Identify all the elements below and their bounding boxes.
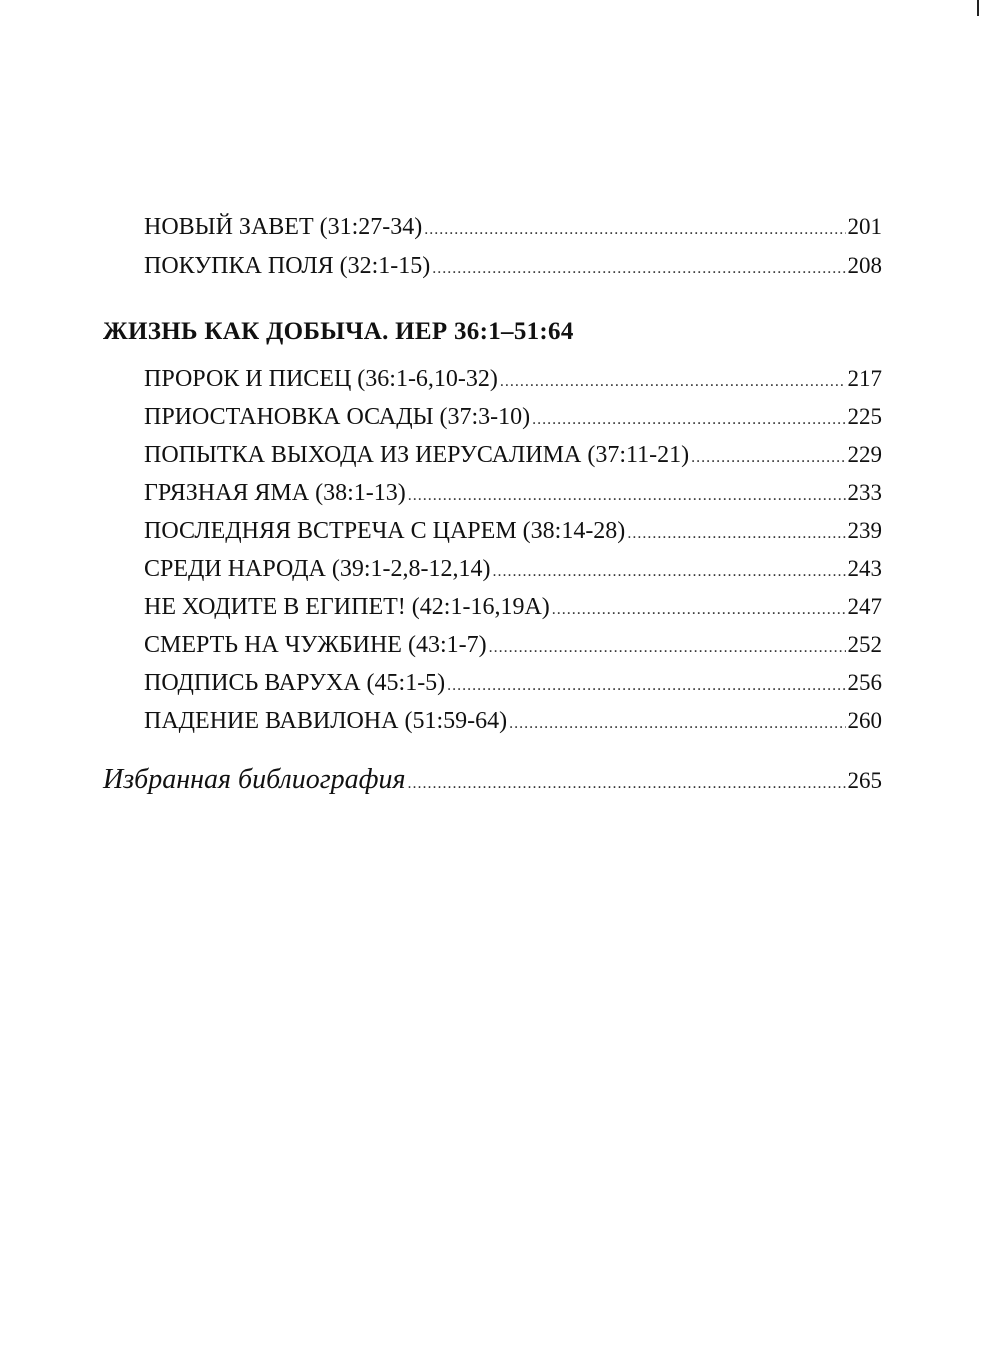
toc-entry-title: ПОДПИСЬ ВАРУХА (45:1-5)	[144, 670, 446, 696]
toc-entry-page: 252	[847, 632, 882, 657]
toc-entry[interactable]	[144, 594, 882, 621]
toc-entry-page: 265	[847, 768, 882, 793]
toc-entry-title: НЕ ХОДИТЕ В ЕГИПЕТ! (42:1-16,19А)	[144, 594, 550, 620]
toc-entry[interactable]	[144, 670, 882, 697]
crop-mark	[977, 0, 979, 16]
dot-leader	[408, 487, 846, 505]
toc-entry[interactable]	[144, 708, 882, 735]
dot-leader	[552, 601, 846, 619]
dot-leader	[447, 677, 845, 695]
toc-entry-title: Избранная библиография	[103, 764, 406, 795]
toc-entry-title: ПРОРОК И ПИСЕЦ (36:1-6,10-32)	[144, 366, 498, 392]
toc-entry-page: 233	[847, 480, 882, 505]
toc-entry-title: ПОСЛЕДНЯЯ ВСТРЕЧА С ЦАРЕМ (38:14-28)	[144, 518, 626, 544]
toc-entry-title: СМЕРТЬ НА ЧУЖБИНЕ (43:1-7)	[144, 632, 487, 658]
toc-entry-page: 243	[847, 556, 882, 581]
toc-entry-page: 201	[847, 214, 882, 239]
dot-leader	[489, 639, 846, 657]
toc-entry-bibliography[interactable]	[103, 764, 882, 796]
dot-leader	[408, 775, 846, 793]
toc-entry[interactable]	[144, 366, 882, 393]
dot-leader	[532, 411, 845, 429]
toc-entry-title: ГРЯЗНАЯ ЯМА (38:1-13)	[144, 480, 406, 506]
toc-entry[interactable]	[144, 404, 882, 431]
toc-entry-page: 260	[847, 708, 882, 733]
toc-entry-page: 208	[847, 253, 882, 278]
toc-entry[interactable]	[144, 556, 882, 583]
toc-entry-title: СРЕДИ НАРОДА (39:1-2,8-12,14)	[144, 556, 491, 582]
toc-entry-title: ПРИОСТАНОВКА ОСАДЫ (37:3-10)	[144, 404, 531, 430]
toc-entry-field-purchase[interactable]	[144, 253, 882, 280]
toc-entry[interactable]	[144, 632, 882, 659]
toc-entry-page: 225	[847, 404, 882, 429]
toc-entry[interactable]	[144, 518, 882, 545]
toc-entry-title: ПОКУПКА ПОЛЯ (32:1-15)	[144, 253, 431, 279]
dot-leader	[500, 373, 846, 391]
dot-leader	[691, 449, 845, 467]
toc-entry-title: НОВЫЙ ЗАВЕТ (31:27-34)	[144, 214, 423, 240]
toc-entry-new-covenant[interactable]	[144, 214, 882, 241]
toc-entry-page: 247	[847, 594, 882, 619]
dot-leader	[493, 563, 846, 581]
toc-entry-page: 256	[847, 670, 882, 695]
toc-entry[interactable]	[144, 480, 882, 507]
toc-entry-page: 229	[847, 442, 882, 467]
dot-leader	[627, 525, 845, 543]
toc-entry[interactable]	[144, 442, 882, 469]
toc-entry-title: ПАДЕНИЕ ВАВИЛОНА (51:59-64)	[144, 708, 508, 734]
toc-entry-page: 239	[847, 518, 882, 543]
dot-leader	[509, 715, 845, 733]
dot-leader	[424, 221, 845, 239]
toc-entry-page: 217	[847, 366, 882, 391]
toc-entry-title: ПОПЫТКА ВЫХОДА ИЗ ИЕРУСАЛИМА (37:11-21)	[144, 442, 690, 468]
section-heading[interactable]: ЖИЗНЬ КАК ДОБЫЧА. ИЕР 36:1–51:64	[103, 318, 574, 345]
dot-leader	[432, 260, 845, 278]
